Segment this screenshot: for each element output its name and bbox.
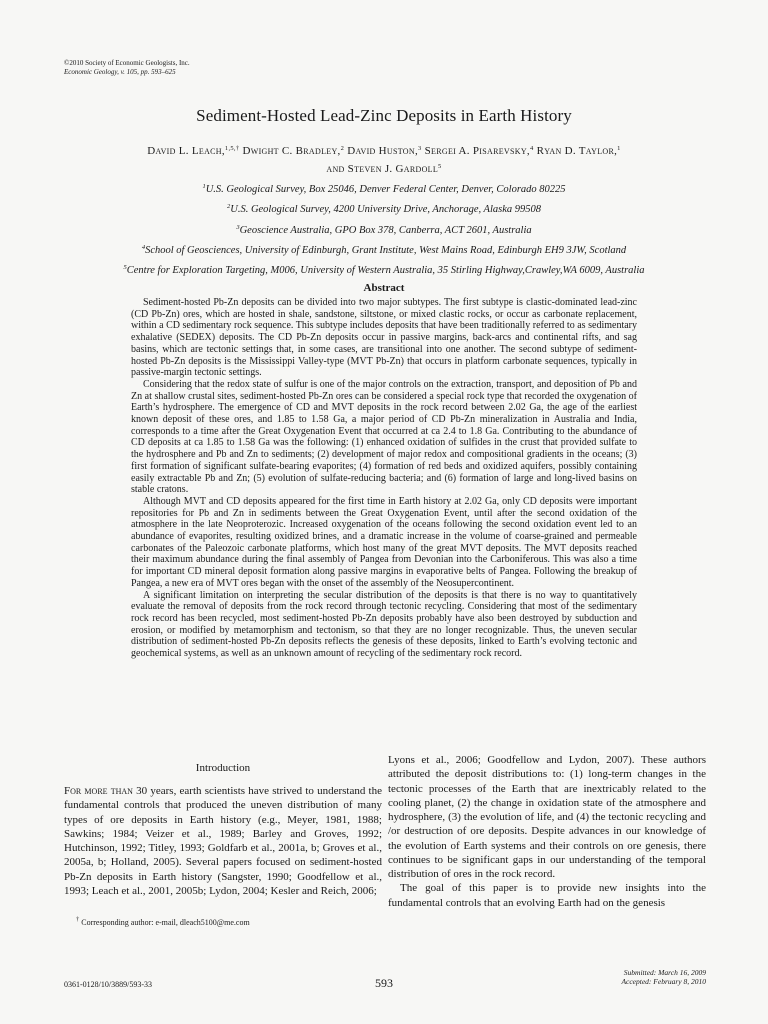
journal-citation: Economic Geology, v. 105, pp. 593–625 [64,67,176,76]
paper-title: Sediment-Hosted Lead-Zinc Deposits in Earth History [196,106,572,125]
abstract-heading: Abstract [363,282,405,294]
copyright-line: ©2010 Society of Economic Geologists, Inc. [64,59,190,67]
accepted-date: Accepted: February 8, 2010 [621,977,706,986]
intro-paragraph: For more than 30 years, earth scientists have strived to understand the fundamental controls that produced the uneven distribution of many types of ore deposits in Earth history (e.g., Meyer, 1981, 1988; Sawkins; 1984; Veizer et al., 1989; Barley and Groves, 1992; Hutchinson, 1992; Titley, 1993; Goldfarb et al., 2001a, b; Groves et al., 2005a, b; Holland, 2005). Several papers focused on sediment-hosted Pb-Zn deposits in Earth history (Sangster, 1990; Goodfellow et al., 1993; Leach et al., 2001, 2005b; Lydon, 2004; Kesler and Reich, 2006; [64,785,382,897]
left-column [64,784,382,898]
abstract-paragraph: Considering that the redox state of sulfur is one of the major controls on the extraction, transport, and deposition of Pb and Zn at shallow crustal sites, sediment-hosted Pb-Zn ores can be considered a special rock type that recorded the oxygenation of Earth’s hydrosphere. The emergence of CD and MVT deposits in the rock record between 2.02 Ga, the age of the earliest known deposit of these ores, and 1.85 to 1.58 Ga, a major period of CD Pb-Zn mineralization in Australia and India, corresponds to a time after the Great Oxygenation Event that occurred at ca 2.4 to 1.8 Ga. Contributing to the abundance of CD deposits at ca 1.85 to 1.58 Ga was the following: (1) enhanced oxidation of sulfides in the crust that provided sulfate to the hydrosphere and Pb and Zn to sediments; (2) development of major redox and compositional gradients in the oceans; (3) first formation of significant sulfate-bearing evaporites; (4) formation of red beds and oxidized aquifers, possibly containing easily extractable Pb and Zn; (5) evolution of sulfate-reducing bacteria; and (6) formation of large and long-lived basins on stable cratons. [131,378,637,496]
abstract-paragraph: A significant limitation on interpreting the secular distribution of the deposits is that there is no way to quantitatively evaluate the removal of deposits from the rock record through tectonic recycling. Considering that most of the sedimentary rock record has been recycled, most sediment-hosted Pb-Zn deposits probably have also been destroyed by subduction and erosion, or modified by metamorphism and tectonism, so that they are no longer recognizable. Thus, the uneven secular distribution of sediment-hosted Pb-Zn deposits reflects the genesis of these deposits, linked to Earth’s evolving tectonic and geochemical systems, as well as an unknown amount of recycling of the sedimentary rock record. [131,589,637,660]
author-huston: David Huston,$^3$ [347,145,422,157]
author-bradley: Dwight C. Bradley,$^2$ [242,145,345,157]
submitted-date: Submitted: March 16, 2009 [623,968,706,977]
affiliation-item: $^3$Geoscience Australia, GPO Box 378, Canberra, ACT 2601, Australia [236,223,532,236]
abstract-body [131,297,637,660]
intro-lead-in: For more than [64,785,133,797]
author-leach: David L. Leach,$^{1,5,\dagger}$ [147,145,240,157]
abstract-paragraph: Sediment-hosted Pb-Zn deposits can be divided into two major subtypes. The first subtype is clastic-dominated lead-zinc (CD Pb-Zn) ores, which are hosted in shale, sandstone, siltstone, or mixed clastic rocks, or occur as carbonate replacement, within a CD sedimentary rock sequence. This subtype includes deposits that have been traditionally referred to as sedimentary exhalative (SEDEX) deposits. The CD Pb-Zn deposits occur in passive margins, back-arcs and continental rifts, and sag basins, which are tectonic settings that, in some cases, are transitional into one another. The second subtype of sediment-hosted Pb-Zn deposits is the Mississippi Valley-type (MVT Pb-Zn) that occurs in platform carbonate sequences, typically in passive-margin tectonic settings. [131,297,637,379]
submission-dates [621,968,706,986]
abstract-paragraph: Although MVT and CD deposits appeared for the first time in Earth history at 2.02 Ga, only CD deposits were important repositories for Pb and Zn in sediments between the Great Oxygenation Event, until after the second oxidation of the atmosphere in the late Neoproterozic. Increased oxygenation of the oceans following the second oxidation event led to an abundance of evaporites, resulting oxidized brines, and a dramatic increase in the volume of coarse-grained and permeable carbonates of the Paleozoic carbonate platforms, which host many of the great MVT deposits. The MVT deposits reached their maximum abundance during the final assembly of Pangea from Devonian into the Carboniferous. This was also a time for important CD mineral deposit formation along passive margins in evaporative belts of Pangea. Following the breakup of Pangea, a new era of MVT ores began with the onset of the assembly of the Neosupercontinent. [131,495,637,589]
author-pisarevsky: Sergei A. Pisarevsky,$^4$ [424,145,534,157]
affiliation-item: $^2$U.S. Geological Survey, 4200 University Drive, Anchorage, Alaska 99508 [226,203,541,216]
affiliation-item: $^1$U.S. Geological Survey, Box 25046, Denver Federal Center, Denver, Colorado 80225 [202,183,566,195]
introduction-heading: Introduction [195,762,251,774]
copyright-notice [64,59,190,76]
right-column [388,753,706,910]
affiliation-list [60,178,708,279]
affiliation-item: $^5$Centre for Exploration Targeting, M006, University of Western Australia, 35 Stirling Highway,Crawley,WA 6009, Australia [123,264,645,277]
page-number: 593 [375,976,393,990]
author-list [70,141,698,177]
author-gardoll: and Steven J. Gardoll$^5$ [326,163,442,175]
corresponding-author-footnote: † Corresponding author: e-mail, dleach5100@me.com [76,916,250,927]
author-taylor: Ryan D. Taylor,$^1$ [536,145,621,157]
affiliation-item: $^4$School of Geosciences, University of Edinburgh, Grant Institute, West Mains Road, Edinburgh EH9 3JW, Scotland [141,243,627,256]
intro-paragraph: The goal of this paper is to provide new insights into the fundamental controls that an evolving Earth had on the genesis [388,882,706,909]
issn-code: 0361-0128/10/3889/593-33 [64,980,152,989]
intro-paragraph: Lyons et al., 2006; Goodfellow and Lydon, 2007). These authors attributed the deposit distributions to: (1) long-term changes in the tectonic processes of the Earth that are inextricably related to the cooling planet, (2) the change in oxidation state of the atmosphere and hydrosphere, (3) the evolution of life, and (4) the tectonic recycling and /or destruction of ore deposits. Despite advances in our knowledge of the evolution of Earth systems and their controls on ore genesis, there continues to be significant gaps in our understanding of the temporal distribution of ores in the rock record. [388,754,706,880]
